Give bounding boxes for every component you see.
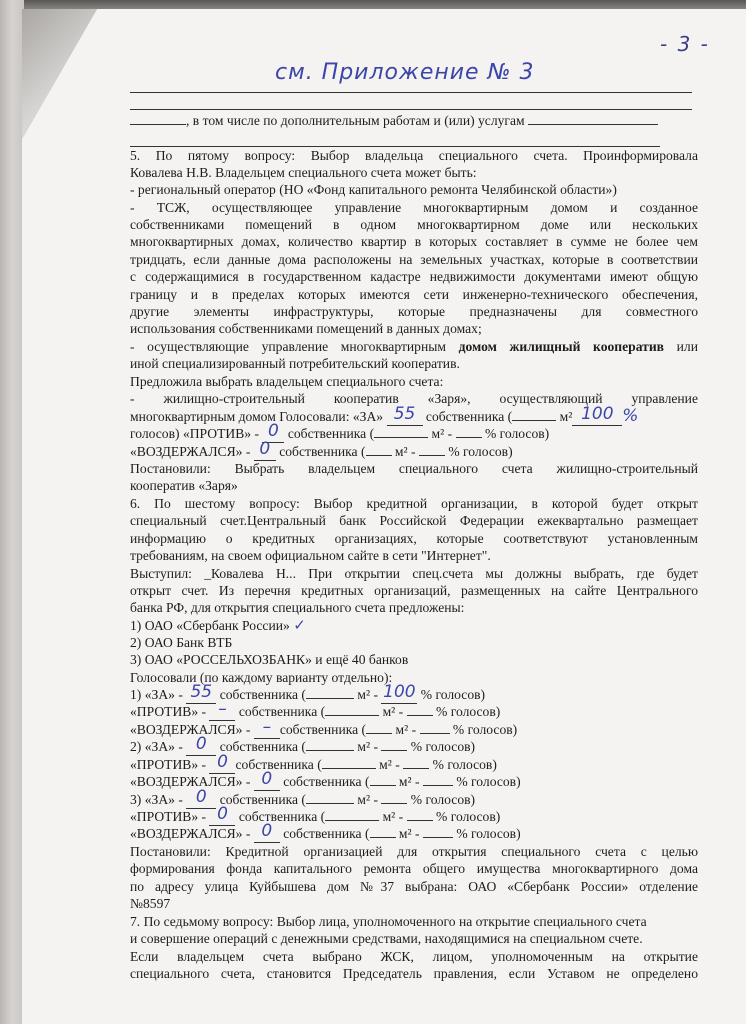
- m2-label: м² -: [382, 704, 404, 719]
- m2-label: м²: [394, 444, 408, 459]
- vote-prefix: многоквартирным домом Голосовали: «ЗА»: [130, 409, 384, 424]
- vote-label: «ПРОТИВ» -: [130, 704, 207, 719]
- percent-field: [420, 721, 450, 734]
- q5-informed-by: Ковалева Н.В. Владельцем специального счета может быть:: [130, 165, 477, 180]
- m2-label: м² -: [357, 792, 378, 807]
- vote-count: 0: [261, 821, 273, 841]
- owners-label: собственника (: [283, 826, 370, 841]
- owners-label: собственника (: [219, 792, 306, 807]
- vote-count: 0: [195, 787, 207, 807]
- owners-label: собственника (: [238, 809, 326, 824]
- q6-vote-row: [130, 682, 486, 704]
- vozd-count-field: [254, 439, 276, 461]
- percent-field: [407, 808, 433, 821]
- count-field: [254, 769, 280, 791]
- percent-field: [407, 703, 433, 716]
- q7-line: и совершение операций с денежными средствами, находящимися на специальном счете.: [130, 931, 643, 946]
- vote-label: 3) «ЗА» -: [130, 792, 183, 807]
- percent-field: [456, 425, 482, 438]
- vote-count: 0: [195, 734, 207, 754]
- bank-label: 1) ОАО «Сбербанк России»: [130, 618, 290, 633]
- q6-vote-row: [130, 787, 476, 809]
- blank-line: [130, 92, 692, 93]
- m2-field: [325, 808, 379, 821]
- q5-decision: Постановили: Выбрать владельцем специального счета жилищно-строительный: [130, 461, 698, 476]
- q5-tszh-line: границу и в пределах которых имеются сети инженерно-технического обеспечения,: [130, 287, 698, 302]
- m2-field: [366, 721, 392, 734]
- checkmark-handwritten: ✓: [293, 616, 306, 634]
- q6-decision-line: формирования фонда капитального ремонта общего имущества многоквартирного дома: [130, 861, 698, 876]
- q6-vote-row: [130, 734, 476, 756]
- m2-field: [306, 686, 354, 699]
- votes-suffix: % голосов): [432, 757, 497, 772]
- percent-sign-handwritten: %: [622, 406, 639, 426]
- q7-line: 7. По седьмому вопросу: Выбор лица, уполномоченного на открытие специального счета: [130, 914, 647, 929]
- percent-field: [403, 756, 429, 769]
- q5-tszh-line: многоквартирных домах, количество квартир в которых составляет в сумме не более чем: [130, 234, 698, 249]
- m2-field: [366, 443, 392, 456]
- vozd-label: «ВОЗДЕРЖАЛСЯ» -: [130, 444, 251, 459]
- count-field: [209, 804, 235, 826]
- m2-label: м² -: [382, 809, 404, 824]
- m2-field: [374, 425, 428, 438]
- votes-suffix: % голосов): [456, 826, 521, 841]
- votes-suffix: % голосов): [436, 809, 501, 824]
- count-field: [186, 734, 216, 756]
- vote-label: 1) «ЗА» -: [130, 687, 183, 702]
- vote-percent: 100: [383, 682, 416, 702]
- bank-option-2: 2) ОАО Банк ВТБ: [130, 635, 233, 650]
- q5-vote-za: [130, 404, 639, 426]
- blank-field: [528, 112, 658, 125]
- owners-label: собственника (: [235, 757, 322, 772]
- owners-label: собственника (: [283, 774, 370, 789]
- header-line3: [130, 112, 658, 129]
- percent-field: [423, 773, 453, 786]
- owners-label: собственника (: [287, 426, 375, 441]
- vote-count: 0: [261, 769, 273, 789]
- count-field: [186, 787, 216, 809]
- vote-label: «ПРОТИВ» -: [130, 809, 207, 824]
- q5-tszh-line: тридцать, если данные дома расположены на земельных участках, которые в соответствии: [130, 252, 698, 267]
- q6-decision-line: Постановили: Кредитной организацией для открытия специального счета с целью: [130, 844, 698, 859]
- coop-bold: домом жилищный кооператив: [458, 339, 665, 354]
- m2-label: м² -: [398, 826, 420, 841]
- votes-suffix: % голосов): [484, 426, 550, 441]
- m2-field: [325, 703, 379, 716]
- votes-suffix: % голосов): [410, 739, 476, 754]
- votes-suffix: % голосов): [420, 687, 486, 702]
- q7-line: специального счета, становится Председатель правления, если Уставом не определено: [130, 966, 698, 981]
- m2-label: м² -: [379, 757, 400, 772]
- m2-label: м²: [559, 409, 573, 424]
- q6-line: открыт счет. Из перечня кредитных организаций, размещенных на сайте Центрального: [130, 583, 698, 598]
- votes-suffix: % голосов): [448, 444, 513, 459]
- q5-option-coop: [130, 338, 698, 355]
- page-number: - 3 -: [660, 32, 710, 56]
- votes-suffix: % голосов): [452, 722, 518, 737]
- blank-line: [130, 109, 692, 110]
- count-field: [254, 821, 280, 843]
- header-line3-text: , в том числе по дополнительным работам и (или) услугам: [186, 113, 525, 128]
- q6-vote-row: [130, 821, 521, 843]
- count-field: [186, 682, 216, 704]
- coop-suffix: или: [664, 339, 698, 354]
- q6-vote-row: [130, 699, 501, 721]
- q6-decision-line: по адресу улица Куйбышева дом №37 выбрана: ОАО «Сбербанк России» отделение: [130, 879, 698, 894]
- votes-suffix: % голосов): [456, 774, 521, 789]
- za-count-field: [387, 404, 423, 426]
- q5-tszh-line: использования собственниками помещений в данных домах;: [130, 321, 482, 336]
- q5-tszh-line: другие элементы инфраструктуры, которые предназначены для совместного: [130, 304, 698, 319]
- q5-proposal-line1: - жилищно-строительный кооператив «Заря», осуществляющий управление: [130, 391, 698, 406]
- scanner-margin: [0, 0, 24, 1024]
- m2-field: [512, 408, 556, 421]
- q5-decision-line2: кооператив «Заря»: [130, 478, 238, 493]
- voted-header: Голосовали (по каждому варианту отдельно):: [130, 670, 393, 685]
- vote-count: 0: [217, 752, 228, 772]
- m2-field: [306, 738, 354, 751]
- blank-field: [130, 112, 186, 125]
- q6-vote-row: [130, 717, 518, 739]
- q6-line: Выступил: _Ковалева Н... При открытии спец.счета мы должны выбрать, где будет: [130, 566, 698, 581]
- owners-label: собственника (: [279, 722, 367, 737]
- q5-title: 5. По пятому вопросу: Выбор владельца специального счета. Проинформировала: [130, 148, 698, 163]
- percent-field: [381, 791, 407, 804]
- q5-proposed: Предложила выбрать владельцем специального счета:: [130, 374, 444, 389]
- q6-line: 6. По шестому вопросу: Выбор кредитной организации, в которой будет открыт: [130, 496, 698, 511]
- vote-label: «ПРОТИВ» -: [130, 757, 207, 772]
- m2-label: м²: [431, 426, 445, 441]
- owners-label: собственника (: [219, 687, 306, 702]
- q6-line: специальный счет.Центральный банк Российской Федерации ежеквартально размещает: [130, 513, 698, 528]
- q5-vote-vozd: «ВОЗДЕРЖАЛСЯ» - 0 собственника ( м² - % голосов): [130, 443, 513, 461]
- m2-label: м² -: [357, 739, 378, 754]
- vote-count: 0: [217, 804, 228, 824]
- scanner-edge: [0, 0, 746, 10]
- votes-suffix: % голосов): [410, 792, 476, 807]
- q5-option-coop-line2: иной специализированный потребительский кооператив.: [130, 356, 460, 371]
- vote-count: 55: [190, 682, 213, 702]
- count-field: [209, 752, 235, 774]
- q6-line: информацию о кредитных организациях, которые соответствуют установленным: [130, 531, 698, 546]
- m2-field: [370, 825, 396, 838]
- handwritten-note: см. Приложение № 3: [275, 60, 535, 85]
- m2-field: [306, 791, 354, 804]
- protiv-count: 0: [268, 421, 279, 441]
- owners-label: собственника (: [238, 704, 326, 719]
- count-field: [209, 699, 235, 721]
- owners-label: собственника (: [279, 444, 366, 459]
- za-percent: 100: [581, 404, 614, 424]
- votes-suffix: % голосов): [436, 704, 501, 719]
- q6-vote-row: [130, 769, 521, 791]
- q5-tszh-line: собственниками помещений в одном многоквартирном доме или нескольких: [130, 217, 698, 232]
- vote-count: –: [218, 699, 227, 719]
- owners-label: собственника (: [425, 409, 513, 424]
- q6-line: банка РФ, для открытия специального счета предложены:: [130, 600, 465, 615]
- percent-field: [381, 682, 417, 704]
- vote-label: 2) «ЗА» -: [130, 739, 183, 754]
- q6-vote-row: [130, 804, 501, 826]
- vozd-count: 0: [259, 439, 271, 459]
- m2-field: [322, 756, 376, 769]
- vote-label: «ВОЗДЕРЖАЛСЯ» -: [130, 774, 251, 789]
- q7-line: Если владельцем счета выбрано ЖСК, лицом, уполномоченным на открытие: [130, 949, 698, 964]
- coop-prefix: - осуществляющие управление многоквартирным: [130, 339, 459, 354]
- q6-decision-line: №8597: [130, 896, 171, 911]
- bank-option-1: [130, 617, 306, 634]
- bank-option-3: 3) ОАО «РОССЕЛЬХОЗБАНК» и ещё 40 банков: [130, 652, 409, 667]
- percent-field: [381, 738, 407, 751]
- q5-vote-protiv: голосов) «ПРОТИВ» - 0 собственника ( м² - % голосов): [130, 425, 549, 443]
- vote-label: «ВОЗДЕРЖАЛСЯ» -: [130, 722, 251, 737]
- owners-label: собственника (: [219, 739, 306, 754]
- percent-field: [423, 825, 453, 838]
- q5-option-regional: - региональный оператор (НО «Фонд капитального ремонта Челябинской области»): [130, 182, 617, 197]
- za-percent-field: [572, 404, 622, 426]
- q6-line: требованиям, на своем официальном сайте в сети "Интернет".: [130, 548, 491, 563]
- vote-count: –: [262, 717, 272, 737]
- m2-label: м² -: [398, 774, 420, 789]
- vote-label: «ВОЗДЕРЖАЛСЯ» -: [130, 826, 251, 841]
- q5-tszh-line: - ТСЖ, осуществляющее управление многоквартирным домом и созданное: [130, 200, 698, 215]
- q5-tszh-line: с содержащимися в государственном кадастре недвижимости документами имеют общую: [130, 269, 698, 284]
- count-field: [254, 717, 280, 739]
- m2-label: м² -: [395, 722, 417, 737]
- za-count: 55: [393, 404, 416, 424]
- percent-field: [419, 443, 445, 456]
- m2-label: м² -: [357, 687, 378, 702]
- m2-field: [370, 773, 396, 786]
- q6-vote-row: [130, 752, 497, 774]
- protiv-label: голосов) «ПРОТИВ» -: [130, 426, 260, 441]
